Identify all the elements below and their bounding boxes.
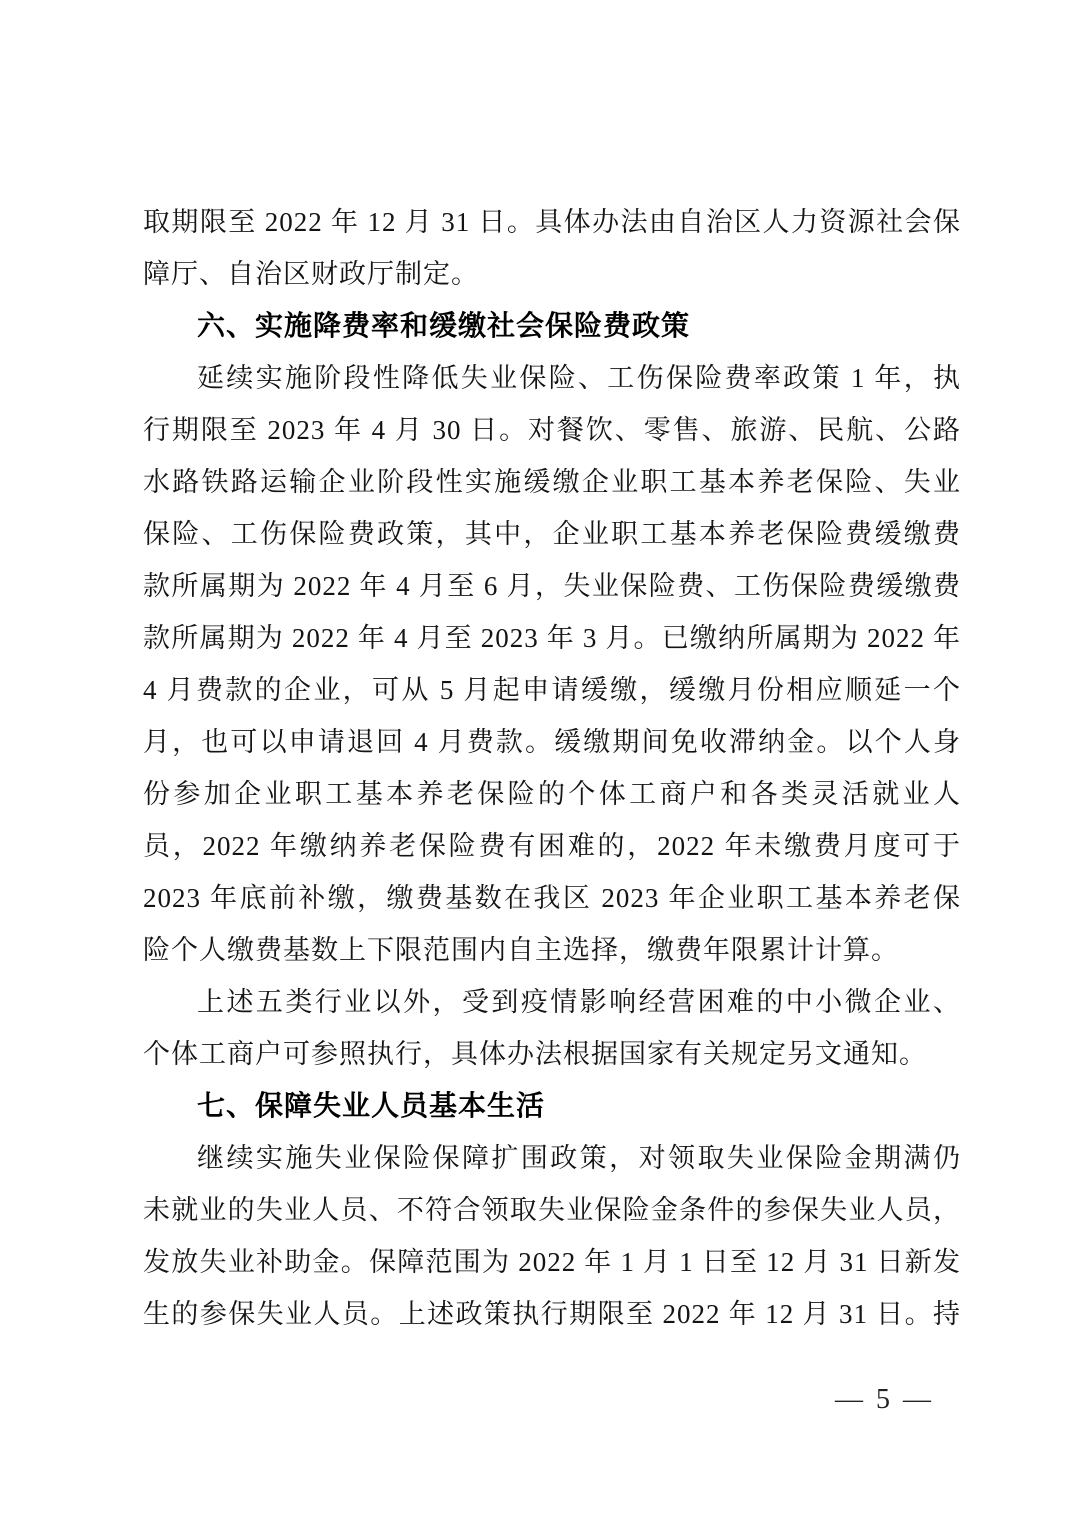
- text-line: 险个人缴费基数上下限范围内自主选择，缴费年限累计计算。: [143, 935, 899, 965]
- text-line: 4 月费款的企业，可从 5 月起申请缓缴，缓缴月份相应顺延一个: [143, 675, 961, 705]
- heading-line: 七、保障失业人员基本生活: [197, 1090, 546, 1121]
- text-line: 延续实施阶段性降低失业保险、工伤保险费率政策 1 年，执: [197, 363, 961, 393]
- section-heading: [143, 300, 961, 352]
- text-line: 保险、工伤保险费政策，其中，企业职工基本养老保险费缓缴费: [143, 519, 961, 549]
- text-line: 发放失业补助金。保障范围为 2022 年 1 月 1 日至 12 月 31 日新发: [143, 1247, 961, 1277]
- text-line: 员，2022 年缴纳养老保险费有困难的，2022 年未缴费月度可于: [143, 831, 961, 861]
- text-line: 取期限至 2022 年 12 月 31 日。具体办法由自治区人力资源社会保: [143, 207, 961, 237]
- text-line: 月，也可以申请退回 4 月费款。缓缴期间免收滞纳金。以个人身: [143, 727, 961, 757]
- heading-line: 六、实施降费率和缓缴社会保险费政策: [197, 310, 691, 341]
- text-line: 款所属期为 2022 年 4 月至 2023 年 3 月。已缴纳所属期为 2022 年: [143, 623, 961, 653]
- text-line: 未就业的失业人员、不符合领取失业保险金条件的参保失业人员，: [143, 1195, 961, 1225]
- paragraph: [143, 196, 961, 300]
- page-footer: [835, 1384, 934, 1416]
- text-line: 继续实施失业保险保障扩围政策，对领取失业保险金期满仍: [197, 1143, 961, 1173]
- page-number: — 5 —: [835, 1384, 934, 1415]
- text-line: 障厅、自治区财政厅制定。: [143, 259, 479, 289]
- paragraph: [143, 1132, 961, 1340]
- paragraph: [143, 352, 961, 976]
- text-line: 上述五类行业以外，受到疫情影响经营困难的中小微企业、: [197, 987, 961, 1017]
- paragraph: [143, 976, 961, 1080]
- text-line: 个体工商户可参照执行，具体办法根据国家有关规定另文通知。: [143, 1039, 927, 1069]
- text-line: 份参加企业职工基本养老保险的个体工商户和各类灵活就业人: [143, 779, 961, 809]
- document-body: [143, 196, 961, 1340]
- text-line: 款所属期为 2022 年 4 月至 6 月，失业保险费、工伤保险费缓缴费: [143, 571, 961, 601]
- text-line: 行期限至 2023 年 4 月 30 日。对餐饮、零售、旅游、民航、公路: [143, 415, 961, 445]
- section-heading: [143, 1080, 961, 1132]
- text-line: 生的参保失业人员。上述政策执行期限至 2022 年 12 月 31 日。持: [143, 1299, 961, 1329]
- text-line: 水路铁路运输企业阶段性实施缓缴企业职工基本养老保险、失业: [143, 467, 961, 497]
- text-line: 2023 年底前补缴，缴费基数在我区 2023 年企业职工基本养老保: [143, 883, 961, 913]
